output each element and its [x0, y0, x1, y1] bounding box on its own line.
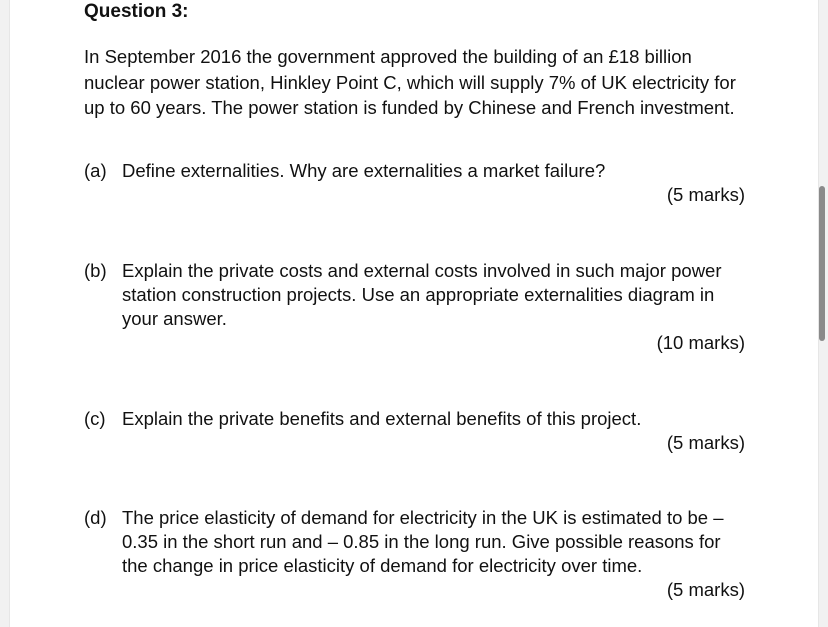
question-intro: In September 2016 the government approved the building of an £18 billion nuclear power station, Hinkley Point C, which will supply 7% of UK electricity for up to 60 years. The power station is funded by Chinese and French investment. [84, 46, 736, 118]
page-left-edge [0, 0, 10, 627]
scrollbar-thumb[interactable] [819, 186, 825, 341]
part-c-text: Explain the private benefits and external benefits of this project. [122, 408, 642, 429]
part-b-marks: (10 marks) [656, 332, 745, 353]
part-c [84, 407, 746, 455]
part-d [84, 506, 746, 602]
part-d-letter: (d) [84, 507, 107, 528]
part-a [84, 159, 746, 207]
question-title: Question 3: [84, 1, 189, 22]
part-c-letter: (c) [84, 408, 106, 429]
part-b-text: Explain the private costs and external costs involved in such major power station construction projects. Use an appropriate externalities diagram in your answer. [122, 260, 722, 329]
part-d-marks: (5 marks) [666, 579, 745, 600]
part-b-letter: (b) [84, 260, 107, 281]
part-d-text: The price elasticity of demand for electricity in the UK is estimated to be – 0.35 in the short run and – 0.85 in the long run. Give possible reasons for the change in price elasticity of demand for electricity over time. [122, 507, 724, 576]
part-b [84, 259, 746, 355]
part-a-text: Define externalities. Why are externalities a market failure? [122, 160, 606, 181]
part-a-letter: (a) [84, 160, 107, 181]
part-c-marks: (5 marks) [666, 432, 745, 453]
part-a-marks: (5 marks) [666, 184, 745, 205]
